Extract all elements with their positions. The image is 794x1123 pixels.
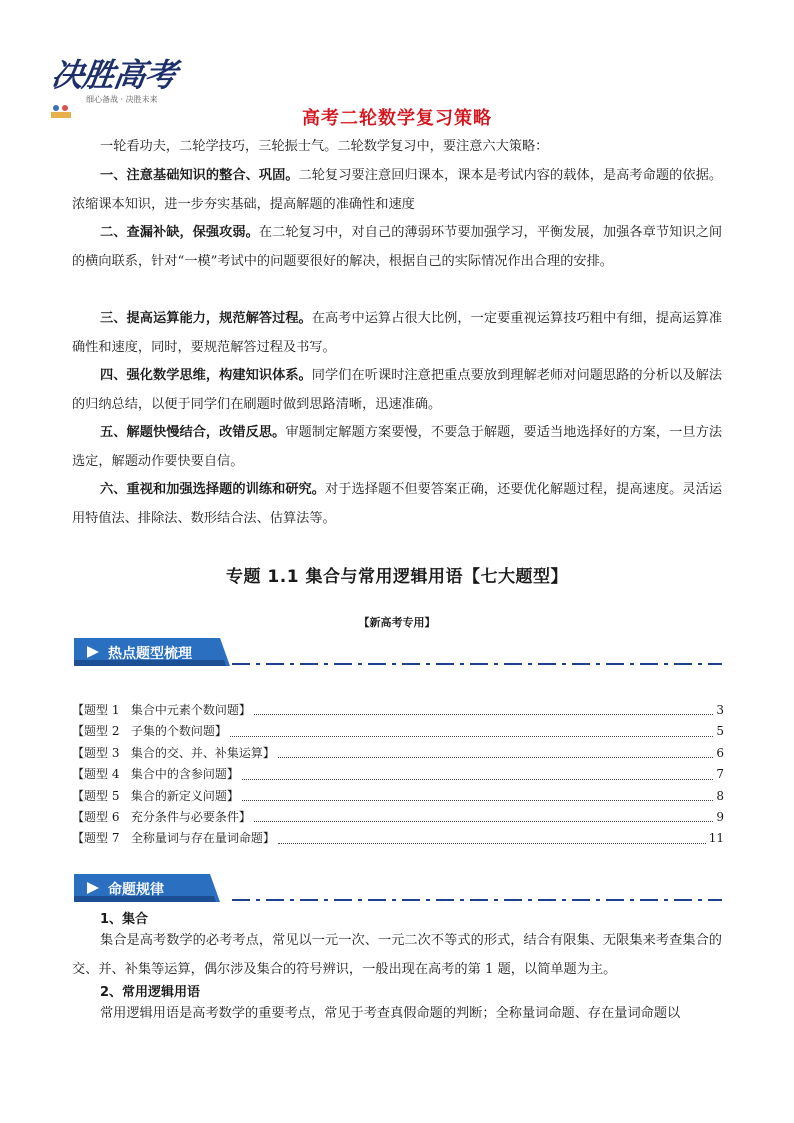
strategy-1: 一、注意基础知识的整合、巩固。二轮复习要注意回归课本，课本是考试内容的载体，是高考命题的依据。浓缩课本知识，进一步夯实基础，提高解题的准确性和速度 xyxy=(72,168,723,212)
strategy-6: 六、重视和加强选择题的训练和研究。对于选择题不但要答案正确，还要优化解题过程，提高速度。灵活运用特值法、排除法、数形结合法、估算法等。 xyxy=(72,482,723,526)
logo-text: 决胜高考 xyxy=(49,56,179,94)
toc-item[interactable]: 【题型 6 充分条件与必要条件】 9 xyxy=(72,809,724,824)
strategy-3: 三、提高运算能力，规范解答过程。在高考中运算占很大比例，一定要重视运算技巧粗中有细，提高运算准确性和速度，同时，要规范解答过程及书写。 xyxy=(72,311,723,355)
intro-paragraph: 一轮看功夫，二轮学技巧，三轮振士气。二轮数学复习中，要注意六大策略： xyxy=(100,139,549,154)
banner-label: 命题规律 xyxy=(108,882,164,898)
toc-item[interactable]: 【题型 4 集合中的含参问题】 7 xyxy=(72,767,724,782)
dashed-divider xyxy=(232,661,722,667)
strategy-2: 二、查漏补缺，保强攻弱。在二轮复习中，对自己的薄弱环节要加强学习，平衡发展，加强各章节知识之间的横向联系，针对“一模”考试中的问题要很好的解决，根据自己的实际情况作出合理的安排。 xyxy=(72,225,723,269)
toc-item[interactable]: 【题型 3 集合的交、并、补集运算】 6 xyxy=(72,745,724,760)
toc-item[interactable]: 【题型 1 集合中元素个数问题】 3 xyxy=(72,702,724,717)
topic-title: 专题 1.1 集合与常用逻辑用语【七大题型】 xyxy=(226,567,568,587)
section-heading-sets: 1、集合 xyxy=(100,912,149,927)
logic-paragraph: 常用逻辑用语是高考数学的重要考点，常见于考查真假命题的判断；全称量词命题、存在量词命题以 xyxy=(100,1006,681,1021)
play-arrow-icon xyxy=(86,881,100,895)
rules-banner xyxy=(74,874,220,902)
toc-item[interactable]: 【题型 2 子集的个数问题】 5 xyxy=(72,724,724,739)
section-heading-logic: 2、常用逻辑用语 xyxy=(100,985,201,1000)
dashed-divider xyxy=(232,897,722,903)
topic-subtitle: 【新高考专用】 xyxy=(358,616,436,629)
strategy-4: 四、强化数学思维，构建知识体系。同学们在听课时注意把重点要放到理解老师对问题思路的分析以及解法的归纳总结，以便于同学们在刷题时做到思路清晰，迅速准确。 xyxy=(72,368,723,412)
toc-item[interactable]: 【题型 7 全称量词与存在量词命题】 11 xyxy=(72,831,724,846)
banner-label: 热点题型梳理 xyxy=(108,646,192,662)
page-title: 高考二轮数学复习策略 xyxy=(302,108,492,129)
toc-item[interactable]: 【题型 5 集合的新定义问题】 8 xyxy=(72,788,724,803)
sets-paragraph: 集合是高考数学的必考考点，常见以一元一次、一元二次不等式的形式，结合有限集、无限集来考查集合的交、并、补集等运算，偶尔涉及集合的符号辨识，一般出现在高考的第 1 题，以简单题为主。 xyxy=(72,933,722,977)
play-arrow-icon xyxy=(86,645,100,659)
table-of-contents xyxy=(72,700,724,850)
strategy-5: 五、解题快慢结合，改错反思。审题制定解题方案要慢，不要急于解题，要适当地选择好的方案，一旦方法选定，解题动作要快要自信。 xyxy=(72,425,723,469)
hot-topics-banner xyxy=(74,638,230,666)
logo-subtext: 细心备战 · 决胜未来 xyxy=(86,95,158,104)
